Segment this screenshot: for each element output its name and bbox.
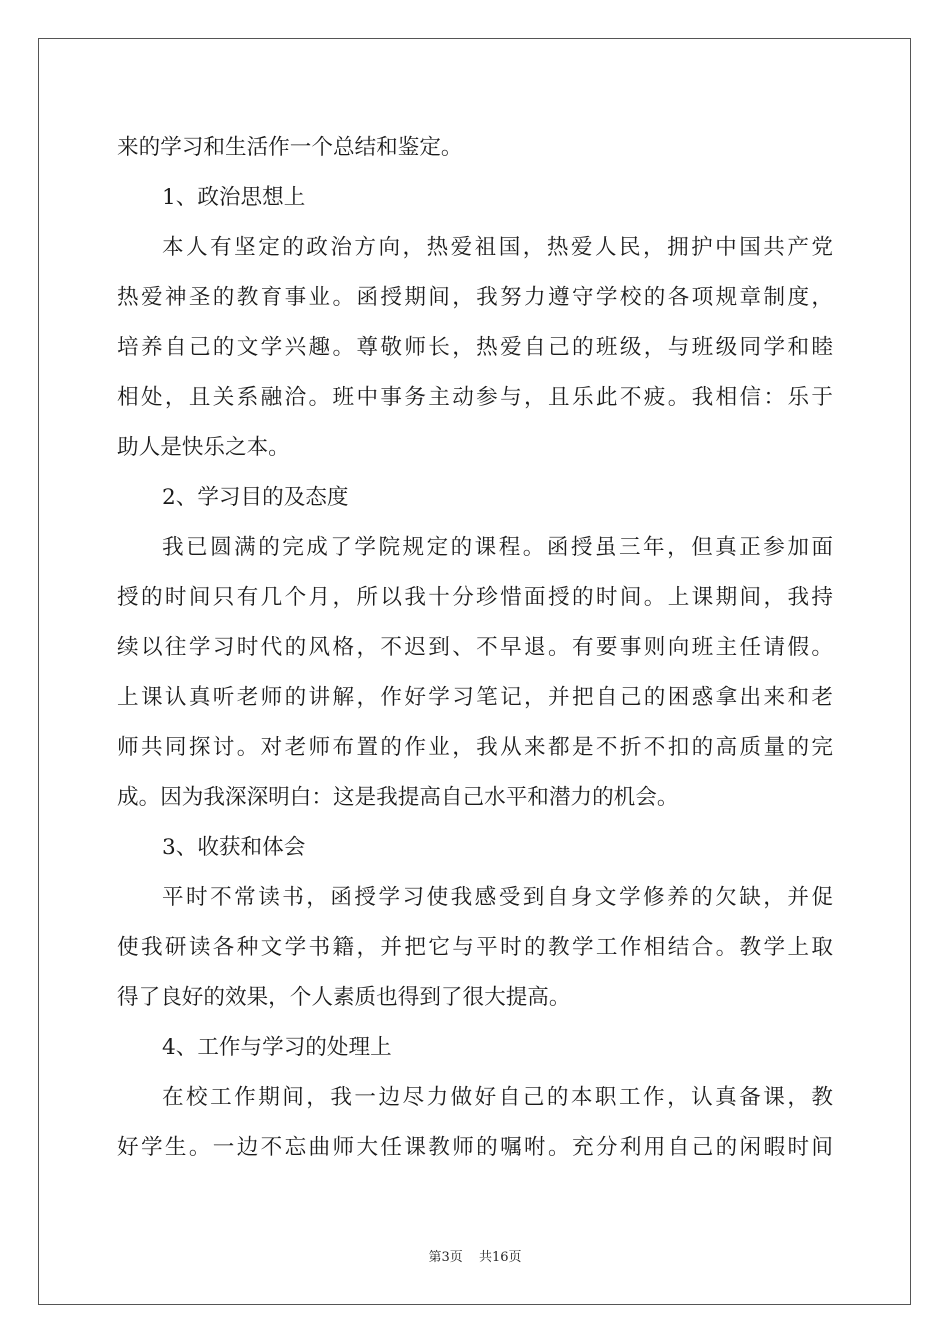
text-line: 师共同探讨。对老师布置的作业，我从来都是不折不扣的高质量的完 [117,735,833,760]
page-footer [0,1246,950,1265]
text-line: 培养自己的文学兴趣。尊敬师长，热爱自己的班级，与班级同学和睦 [117,335,833,360]
text-line: 好学生。一边不忘曲师大任课教师的嘱咐。充分利用自己的闲暇时间 [117,1135,833,1160]
section-heading-study-attitude: 2、学习目的及态度 [162,485,349,510]
document-body [117,123,833,1173]
text-line: 授的时间只有几个月，所以我十分珍惜面授的时间。上课期间，我持 [117,585,833,610]
text-line: 我已圆满的完成了学院规定的课程。函授虽三年，但真正参加面 [162,535,833,560]
text-line: 助人是快乐之本。 [117,435,290,460]
page-total: 共16页 [478,1250,522,1265]
text-line: 热爱神圣的教育事业。函授期间，我努力遵守学校的各项规章制度， [117,285,833,310]
section-heading-politics: 1、政治思想上 [162,185,306,210]
text-line: 使我研读各种文学书籍，并把它与平时的教学工作相结合。教学上取 [117,935,833,960]
text-line: 得了良好的效果，个人素质也得到了很大提高。 [117,985,571,1010]
text-line: 本人有坚定的政治方向，热爱祖国，热爱人民，拥护中国共产党 [162,235,833,260]
section-heading-gains: 3、收获和体会 [162,835,306,860]
text-line: 平时不常读书，函授学习使我感受到自身文学修养的欠缺，并促 [162,885,833,910]
section-heading-work-study: 4、工作与学习的处理上 [162,1035,392,1060]
text-line: 成。因为我深深明白：这是我提高自己水平和潜力的机会。 [117,785,679,810]
text-line: 在校工作期间，我一边尽力做好自己的本职工作，认真备课，教 [162,1085,833,1110]
text-line: 来的学习和生活作一个总结和鉴定。 [117,135,463,160]
text-line: 上课认真听老师的讲解，作好学习笔记，并把自己的困惑拿出来和老 [117,685,833,710]
text-line: 相处，且关系融洽。班中事务主动参与，且乐此不疲。我相信：乐于 [117,385,833,410]
text-line: 续以往学习时代的风格，不迟到、不早退。有要事则向班主任请假。 [117,635,833,660]
page-number: 第3页 [428,1250,463,1265]
